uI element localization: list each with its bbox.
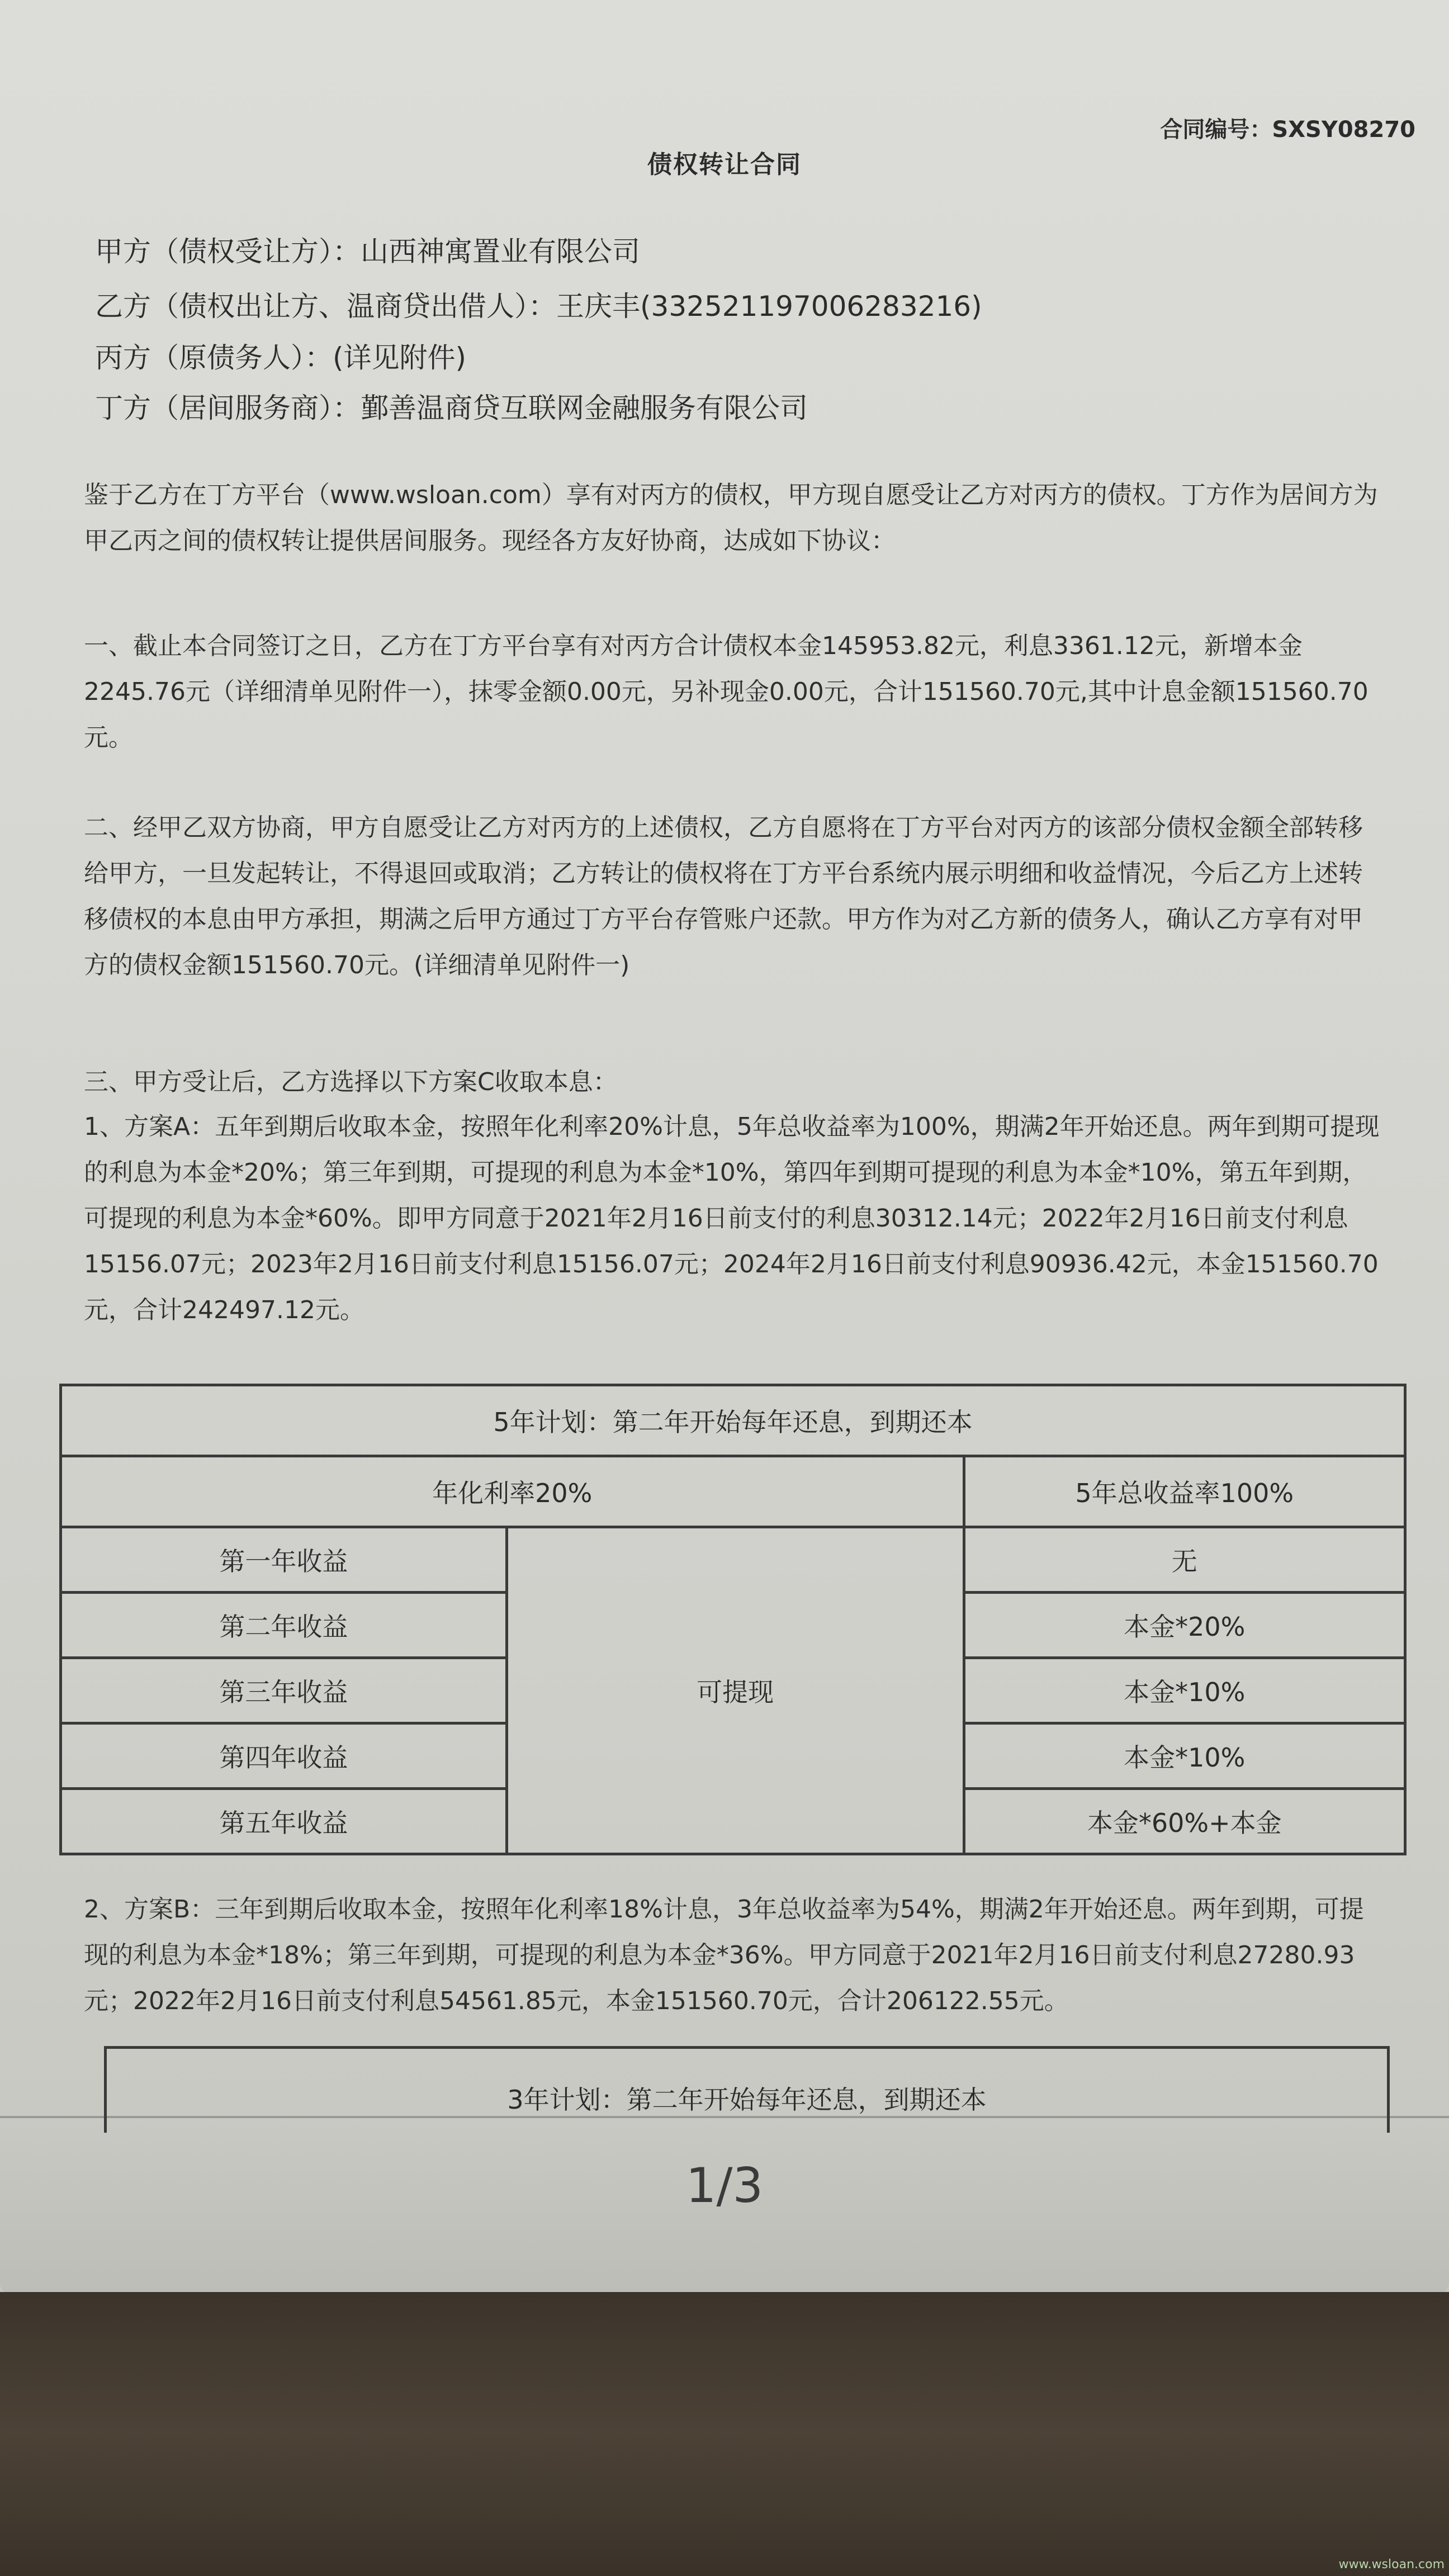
plan-a-table-title: 5年计划：第二年开始每年还息，到期还本	[61, 1385, 1405, 1456]
plan-b-table	[104, 2046, 1390, 2133]
document-title: 债权转让合同	[647, 150, 802, 179]
background-surface	[0, 2292, 1449, 2576]
plan-a-value-2: 本金*20%	[964, 1593, 1405, 1658]
plan-a-value-3: 本金*10%	[964, 1658, 1405, 1723]
plan-a-value-4: 本金*10%	[964, 1723, 1405, 1789]
plan-a-withdraw: 可提现	[506, 1527, 964, 1854]
plan-a-total-label: 5年总收益率100%	[964, 1456, 1405, 1527]
plan-b-paragraph: 2、方案B：三年到期后收取本金，按照年化利率18%计息，3年总收益率为54%，期满2年开始还息。两年到期，可提现的利息为本金*18%；第三年到期，可提现的利息为本金*36%。甲方同意于2021年2月16日前支付利息27280.93元；2022年2月16日前支付利息54561.85元，本金151560.70元，合计206122.55元。	[84, 1895, 1364, 2015]
plan-a-year-3: 第三年收益	[61, 1658, 507, 1723]
contract-number: 合同编号：SXSY08270	[1160, 117, 1415, 143]
party-c: 丙方（原债务人）：(详见附件)	[95, 342, 467, 374]
preamble-paragraph: 鉴于乙方在丁方平台（www.wsloan.com）享有对丙方的债权，甲方现自愿受让乙方对丙方的债权。丁方作为居间方为甲乙丙之间的债权转让提供居间服务。现经各方友好协商，达成如下协议：	[84, 481, 1378, 555]
party-b: 乙方（债权出让方、温商贷出借人）：王庆丰(332521197006283216)	[95, 290, 982, 323]
plan-a-rate-label: 年化利率20%	[61, 1456, 964, 1527]
plan-a-table	[59, 1384, 1407, 1855]
clause-2: 二、经甲乙双方协商，甲方自愿受让乙方对丙方的上述债权，乙方自愿将在丁方平台对丙方的该部分债权金额全部转移给甲方，一旦发起转让，不得退回或取消；乙方转让的债权将在丁方平台系统内展示明细和收益情况，今后乙方上述转移债权的本息由甲方承担，期满之后甲方通过丁方平台存管账户还款。甲方作为对乙方新的债务人，确认乙方享有对甲方的债权金额151560.70元。(详细清单见附件一)	[84, 813, 1363, 979]
plan-a-year-2: 第二年收益	[61, 1593, 507, 1658]
party-a: 甲方（债权受让方）：山西神寓置业有限公司	[95, 235, 640, 268]
plan-a-value-5: 本金*60%+本金	[964, 1789, 1405, 1854]
plan-a-paragraph: 1、方案A：五年到期后收取本金，按照年化利率20%计息，5年总收益率为100%，期满2年开始还息。两年到期可提现的利息为本金*20%；第三年到期，可提现的利息为本金*10%，第四年到期可提现的利息为本金*10%，第五年到期，可提现的利息为本金*60%。即甲方同意于2021年2月16日前支付的利息30312.14元；2022年2月16日前支付利息15156.07元；2023年2月16日前支付利息15156.07元；2024年2月16日前支付利息90936.42元，本金151560.70元，合计242497.12元。	[84, 1112, 1380, 1324]
plan-a-year-1: 第一年收益	[61, 1527, 507, 1593]
page-number: 1/3	[685, 2158, 764, 2214]
watermark: www.wsloan.com	[1338, 2558, 1445, 2572]
plan-a-value-1: 无	[964, 1527, 1405, 1593]
plan-a-year-4: 第四年收益	[61, 1723, 507, 1789]
clause-3-title: 三、甲方受让后，乙方选择以下方案C收取本息：	[84, 1068, 618, 1096]
plan-b-table-title: 3年计划：第二年开始每年还息，到期还本	[507, 2085, 987, 2115]
clause-1: 一、截止本合同签订之日，乙方在丁方平台享有对丙方合计债权本金145953.82元，利息3361.12元，新增本金2245.76元（详细清单见附件一），抹零金额0.00元，另补现金0.00元，合计151560.70元,其中计息金额151560.70元。	[84, 632, 1368, 752]
party-d: 丁方（居间服务商）：鄞善温商贷互联网金融服务有限公司	[95, 392, 808, 424]
plan-a-year-5: 第五年收益	[61, 1789, 507, 1854]
